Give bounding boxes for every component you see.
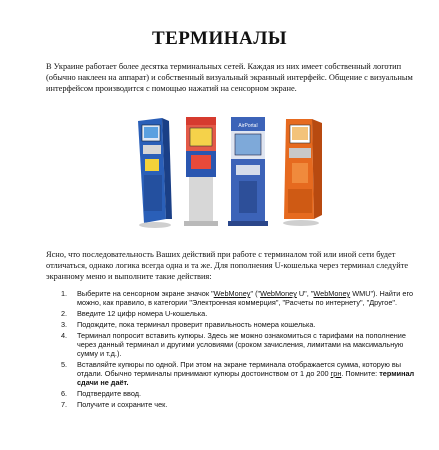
step-item: [46, 289, 426, 307]
step-item: [46, 331, 426, 359]
step-text: U", ": [296, 289, 314, 298]
step-item: [46, 360, 426, 388]
step-item: [46, 389, 426, 398]
step-link-text[interactable]: грн: [330, 369, 342, 378]
svg-text:AirPortal: AirPortal: [238, 123, 258, 129]
steps-list: [46, 289, 426, 411]
step-text: Получите и сохраните чек.: [77, 399, 168, 409]
step-number: 2.: [61, 309, 68, 318]
step-text: Выберите на сенсорном экране значок ": [77, 289, 214, 298]
step-text: WMU"). Найти его можно, как правило, в категории "Электронная коммерция", "Расчеты по интернету", "Другое".: [77, 289, 414, 308]
step-text: Подтвердите ввод.: [77, 389, 142, 398]
step-number: 7.: [61, 399, 68, 409]
terminal-kiosk-3: [228, 117, 268, 226]
step-link-text[interactable]: WebMoney: [260, 289, 297, 298]
step-number: 4.: [61, 330, 68, 340]
step-text: Введите 12 цифр номера U-кошелька.: [77, 309, 208, 318]
step-item: [46, 400, 426, 409]
step-number: 5.: [61, 359, 68, 369]
step-text: . Помните:: [341, 369, 380, 378]
step-text: Подождите, пока терминал проверит правильность номера кошелька.: [77, 319, 316, 329]
terminal-kiosk-4: [283, 119, 322, 226]
step-link-text[interactable]: WebMoney: [313, 289, 351, 298]
step-text: Терминал попросит вставить купюры. Здесь же можно ознакомиться с тарифами на пополнение через данный терминал и другими условиями (сроком зачисления, лимитами на максимальную сумму и т.д.).: [77, 330, 406, 358]
terminal-kiosk-1: [138, 118, 172, 228]
step-item: [46, 320, 426, 329]
page-title: ТЕРМИНАЛЫ: [151, 28, 288, 49]
step-number: 3.: [61, 319, 68, 329]
intro-paragraph: В Украине работает более десятка терминальных сетей. Каждая из них имеет собственный логотип (обычно наклеен на аппарат) и собственный визуальный экранный интерфейс. Общение с визуальным интерфейсом производится с помощью нажатий на сенсорном экране.: [46, 62, 413, 93]
step-text: Вставляйте купюры по одной. При этом на экране терминала отображается сумма, которую вы отдали. Обычно терминалы принимают купюры достоинством от 1 до 200: [77, 359, 402, 378]
step-bold-text: терминал сдачи не даёт.: [77, 369, 415, 388]
terminal-kiosk-2: [184, 117, 218, 226]
terminals-photo: [136, 115, 332, 233]
step-link-text[interactable]: WebMoney: [213, 289, 251, 298]
instructions-intro: Ясно, что последовательность Ваших действий при работе с терминалом той или иной сети будет отличаться, однако логика всегда одна и та же. Для пополнения U-кошелька через терминал следуйте экранному меню и выполните такие действия:: [46, 250, 409, 281]
step-number: 1.: [61, 289, 68, 298]
step-text: " (": [250, 289, 261, 298]
step-number: 6.: [61, 389, 68, 398]
step-item: [46, 309, 426, 318]
